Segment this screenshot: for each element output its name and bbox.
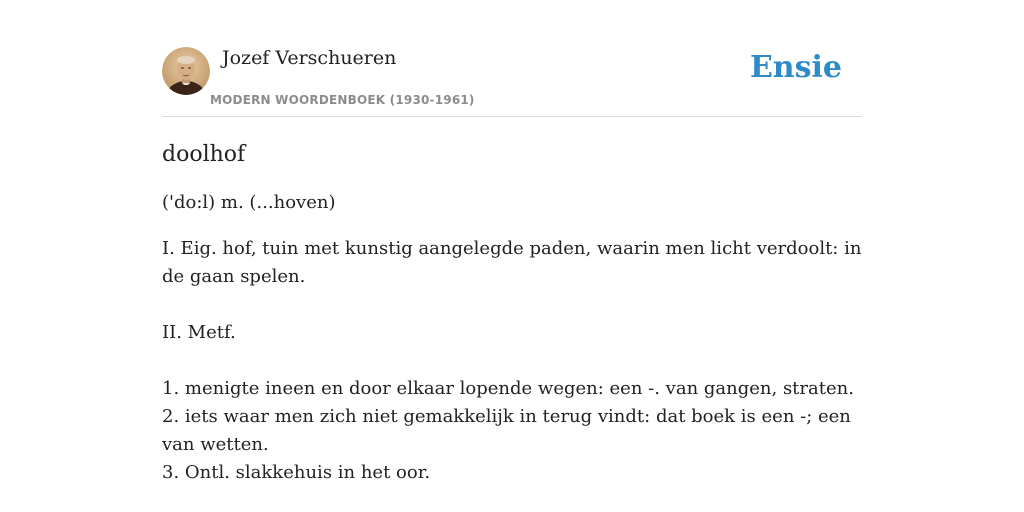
ensie-logo[interactable]: Ensie	[749, 50, 842, 85]
entry-pronunciation: ('do:l) m. (...hoven)	[162, 192, 336, 213]
dictionary-source[interactable]: MODERN WOORDENBOEK (1930-1961)	[210, 93, 475, 107]
entry-term: doolhof	[162, 142, 246, 167]
entry-definition	[162, 235, 862, 487]
definition-item-1: 1. menigte ineen en door elkaar lopende wegen: een -. van gangen, straten.	[162, 378, 854, 399]
author-avatar[interactable]	[162, 47, 210, 95]
definition-item-3: 3. Ontl. slakkehuis in het oor.	[162, 462, 431, 483]
author-name[interactable]: Jozef Verschueren	[222, 47, 397, 69]
definition-spacer	[162, 291, 862, 319]
definition-sense-2-heading: II. Metf.	[162, 322, 236, 343]
entry-header	[162, 0, 862, 117]
entry-content	[162, 138, 862, 487]
definition-spacer	[162, 347, 862, 375]
definition-sense-1: I. Eig. hof, tuin met kunstig aangelegde paden, waarin men licht verdoolt: in de gaan spelen.	[162, 238, 862, 287]
definition-item-2: 2. iets waar men zich niet gemakkelijk in terug vindt: dat boek is een -; een van wetten.	[162, 406, 851, 455]
